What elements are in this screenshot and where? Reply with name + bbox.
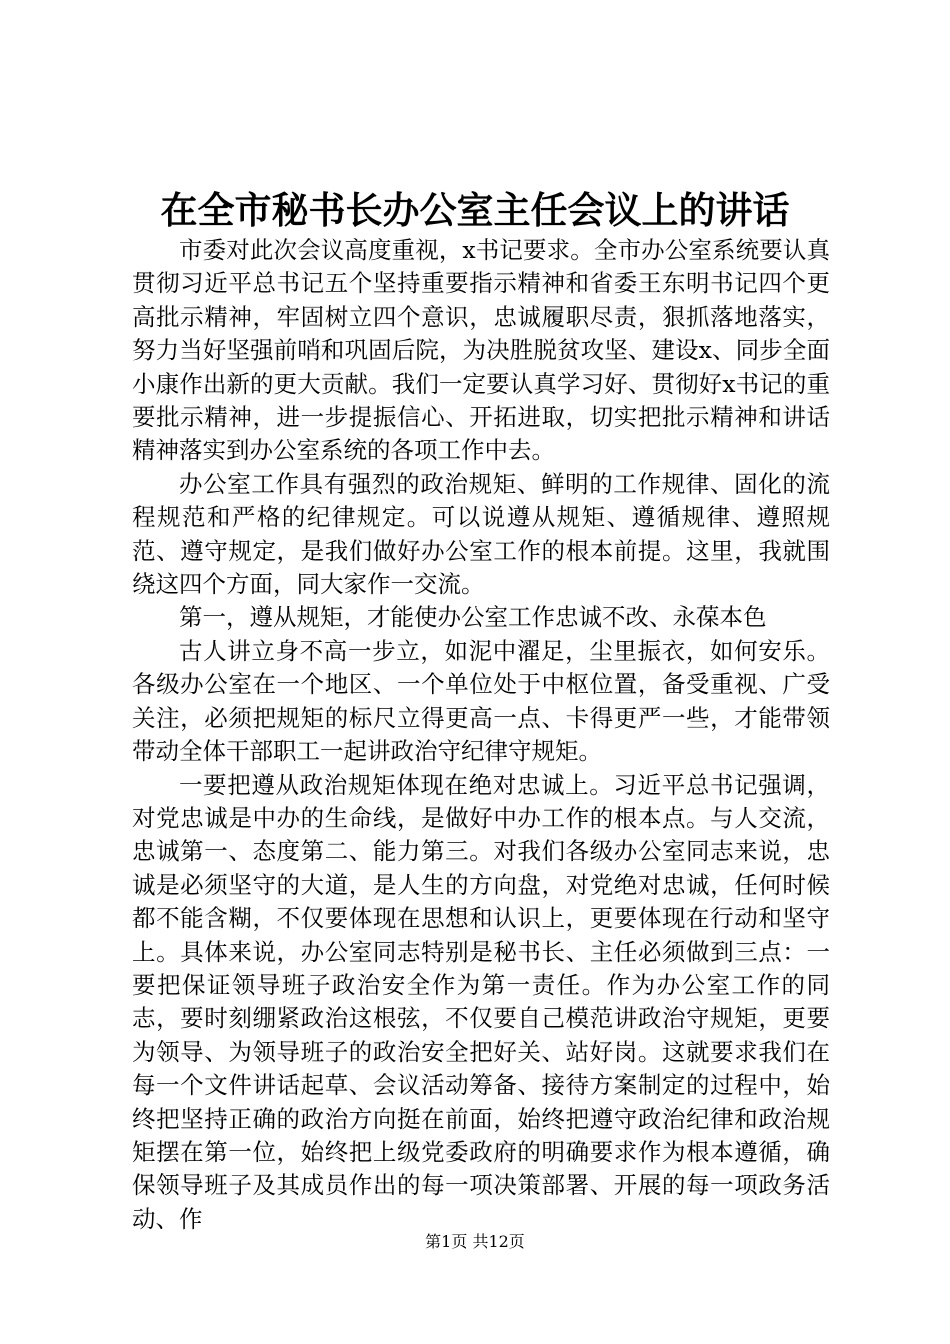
paragraph: 一要把遵从政治规矩体现在绝对忠诚上。习近平总书记强调，对党忠诚是中办的生命线，是做好中办工作的根本点。与人交流，忠诚第一、态度第二、能力第三。对我们各级办公室同志来说，忠诚是必须坚守的大道，是人生的方向盘，对党绝对忠诚，任何时候都不能含糊，不仅要体现在思想和认识上，更要体现在行动和坚守上。具体来说，办公室同志特别是秘书长、主任必须做到三点：一要把保证领导班子政治安全作为第一责任。作为办公室工作的同志，要时刻绷紧政治这根弦，不仅要自己模范讲政治守规矩，更要为领导、为领导班子的政治安全把好关、站好岗。这就要求我们在每一个文件讲话起草、会议活动筹备、接待方案制定的过程中，始终把坚持正确的政治方向挺在前面，始终把遵守政治纪律和政治规矩摆在第一位，始终把上级党委政府的明确要求作为根本遵循，确保领导班子及其成员作出的每一项决策部署、开展的每一项政务活动、作 [132, 770, 830, 1233]
document-body [132, 234, 830, 1236]
paragraph: 办公室工作具有强烈的政治规矩、鲜明的工作规律、固化的流程规范和严格的纪律规定。可以说遵从规矩、遵循规律、遵照规范、遵守规定，是我们做好办公室工作的根本前提。这里，我就围绕这四个方面，同大家作一交流。 [132, 469, 830, 599]
paragraph: 市委对此次会议高度重视，x书记要求。全市办公室系统要认真贯彻习近平总书记五个坚持重要指示精神和省委王东明书记四个更高批示精神，牢固树立四个意识，忠诚履职尽责，狠抓落地落实，努力当好坚强前哨和巩固后院，为决胜脱贫攻坚、建设x、同步全面小康作出新的更大贡献。我们一定要认真学习好、贯彻好x书记的重要批示精神，进一步提振信心、开拓进取，切实把批示精神和讲话精神落实到办公室系统的各项工作中去。 [132, 236, 830, 465]
page-number: 第1页 共12页 [425, 1232, 525, 1251]
paragraph: 古人讲立身不高一步立，如泥中濯足，尘里振衣，如何安乐。各级办公室在一个地区、一个单位处于中枢位置，备受重视、广受关注，必须把规矩的标尺立得更高一点、卡得更严一些，才能带领带动全体干部职工一起讲政治守纪律守规矩。 [132, 636, 830, 766]
section-heading: 第一，遵从规矩，才能使办公室工作忠诚不改、永葆本色 [179, 603, 767, 632]
document-title: 在全市秘书长办公室主任会议上的讲话 [160, 188, 790, 232]
